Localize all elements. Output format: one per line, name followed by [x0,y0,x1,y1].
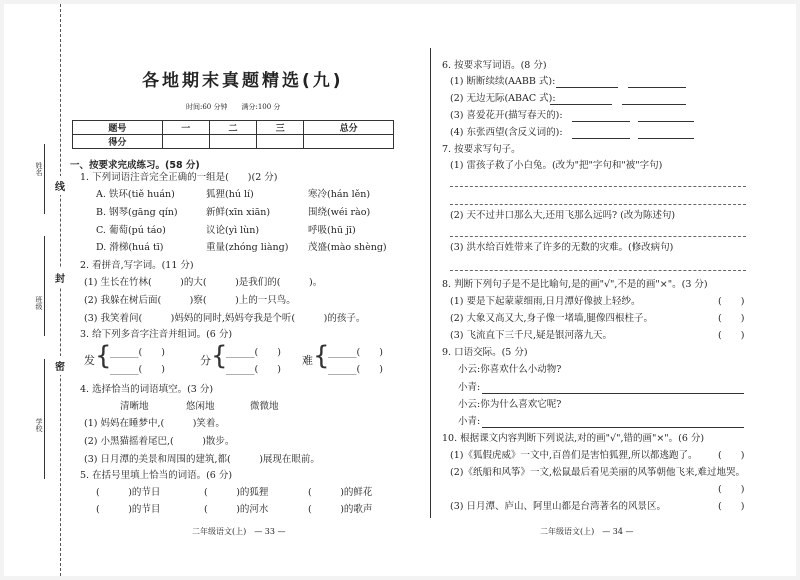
q8-answer-box[interactable]: ( ) [718,330,745,341]
q3-brace: { [95,341,112,371]
q4-word-1: 清晰地 [120,401,149,412]
q8-item-1: (1) 要是下起蒙蒙细雨,日月潭好像披上轻纱。 [450,296,641,307]
q6-blank[interactable] [638,121,694,122]
q9-answer-line[interactable] [482,427,744,428]
q6-blank[interactable] [638,138,694,139]
page-footer-33: 二年级语文(上) — 33 — [192,527,286,536]
q1-stem: 1. 下列词语注音完全正确的一组是( )(2 分) [80,172,278,183]
q5-item: ( )的节日 [96,487,161,498]
q1-option-b3: 围绕(wéi rào) [308,207,371,218]
q4-word-3: 微微地 [250,401,279,412]
q6-blank[interactable] [572,121,630,122]
q5-item: ( )的歌声 [308,504,373,515]
q7-answer-line[interactable] [450,186,746,187]
q2-line-3: (3) 我笑着问( )妈妈的同时,妈妈夸我是个听( )的孩子。 [84,313,366,324]
q4-line-3: (3) 日月潭的美景和周围的建筑,都( )展现在眼前。 [84,454,320,465]
school-write-line [44,359,45,479]
q3-brace: { [313,341,330,371]
q7-item-1: (1) 雷孩子救了小白兔。(改为"把"字句和"被"字句) [450,160,663,171]
q3-char-nan: 难 [302,354,313,367]
q10-item-2: (2)《纸船和风筝》一文,松鼠最后看见美丽的风筝朝他飞来,难过地哭。 [450,467,745,478]
q1-option-c1: C. 葡萄(pú táo) [96,225,166,236]
score-cell[interactable] [257,135,304,149]
q10-answer-box[interactable]: ( ) [718,484,745,495]
q3-fa-blank-1[interactable]: ______( ) [110,347,165,358]
score-table [72,120,394,149]
q3-stem: 3. 给下列多音字注音并组词。(6 分) [80,329,233,340]
q6-blank[interactable] [622,104,686,105]
name-write-line [44,144,45,214]
q6-item-1: (1) 断断续续(AABB 式): [450,76,556,87]
q8-answer-box[interactable]: ( ) [718,296,745,307]
q9-answer-line[interactable] [482,393,744,394]
q5-item: ( )的河水 [204,504,269,515]
q2-line-1: (1) 生长在竹林( )的大( )是我们的( )。 [84,277,323,288]
q8-item-2: (2) 大象又高又大,身子像一堵墙,腿像四根柱子。 [450,313,654,324]
q7-answer-line[interactable] [450,236,746,237]
q1-option-c2: 议论(yì lùn) [206,225,260,236]
fold-label-secret: 密 [55,356,65,375]
q1-option-a3: 寒冷(hán lěn) [308,189,371,200]
q10-item-3: (3) 日月潭、庐山、阿里山都是台湾著名的风景区。 [450,501,666,512]
q9-line-4: 小青: [458,416,481,427]
exam-meta: 时间:60 分钟 满分:100 分 [186,103,281,111]
exam-title: 各地期末真题精选(九) [142,71,344,91]
q7-item-3: (3) 洪水给百姓带来了许多的无数的灾难。(修改病句) [450,242,674,253]
q6-blank[interactable] [550,104,612,105]
q1-option-d2: 重量(zhóng liàng) [206,242,289,253]
side-label-name: 姓名 [35,162,43,176]
q3-fen-blank-2[interactable]: ______( ) [226,364,281,375]
q9-line-2: 小青: [458,382,481,393]
q6-blank[interactable] [572,138,630,139]
page-footer-34: 二年级语文(上) — 34 — [540,527,634,536]
score-cell[interactable] [209,135,256,149]
q6-blank[interactable] [556,87,618,88]
q7-answer-line[interactable] [450,204,746,205]
q9-line-3: 小云:你为什么喜欢它呢? [458,399,562,410]
score-header-cell: 二 [209,121,256,135]
q1-option-b2: 新鲜(xīn xiān) [206,207,271,218]
score-table-row [73,135,394,149]
q5-item: ( )的狐狸 [204,487,269,498]
fold-label-line: 线 [55,176,65,195]
q10-answer-box[interactable]: ( ) [718,450,745,461]
q10-stem: 10. 根据课文内容判断下列说法,对的画"√",错的画"×"。(6 分) [442,433,705,444]
q2-line-2: (2) 我躲在树后面( )察( )上的一只鸟。 [84,295,296,306]
exam-sheet [4,4,796,576]
q7-answer-line[interactable] [450,270,746,271]
q6-item-2: (2) 无边无际(ABAC 式): [450,93,556,104]
q1-option-b1: B. 钢琴(gāng qín) [96,207,178,218]
side-label-class: 班级 [35,296,43,310]
q5-item: ( )的节目 [96,504,161,515]
q1-option-a1: A. 铁环(tiě huán) [96,189,175,200]
q3-fa-blank-2[interactable]: ______( ) [110,364,165,375]
q3-char-fa: 发 [84,354,95,367]
q6-blank[interactable] [628,87,686,88]
q3-nan-blank-1[interactable]: ______( ) [328,347,383,358]
q7-item-2: (2) 天不过井口那么大,还用飞那么远吗? (改为陈述句) [450,210,676,221]
q1-option-d1: D. 滑梯(huá tī) [96,242,164,253]
q3-nan-blank-2[interactable]: ______( ) [328,364,383,375]
fold-label-seal: 封 [55,268,65,287]
q4-line-2: (2) 小黑猫摇着尾巴,( )散步。 [84,436,235,447]
score-header-cell: 一 [162,121,209,135]
q3-char-fen: 分 [200,354,211,367]
q2-stem: 2. 看拼音,写字词。(11 分) [80,260,194,271]
q10-answer-box[interactable]: ( ) [718,501,745,512]
score-row-label: 得分 [73,135,163,149]
q10-item-1: (1)《狐假虎威》一文中,百兽们是害怕狐狸,所以都逃跑了。 [450,450,698,461]
q5-item: ( )的鲜花 [308,487,373,498]
q7-stem: 7. 按要求写句子。 [442,144,521,155]
score-cell[interactable] [304,135,394,149]
q3-brace: { [211,341,228,371]
score-table-header-row [73,121,394,135]
q6-item-4: (4) 东张西望(含反义词的): [450,127,563,138]
q9-line-1: 小云:你喜欢什么小动物? [458,364,562,375]
q6-item-3: (3) 喜爱花开(描写春天的): [450,110,563,121]
q8-answer-box[interactable]: ( ) [718,313,745,324]
class-write-line [44,236,45,336]
q9-stem: 9. 口语交际。(5 分) [442,347,528,358]
q8-stem: 8. 判断下列句子是不是比喻句,是的画"√",不是的画"×"。(3 分) [442,279,708,290]
q6-stem: 6. 按要求写词语。(8 分) [442,60,547,71]
q1-option-d3: 茂盛(mào shèng) [308,242,387,253]
score-cell[interactable] [162,135,209,149]
page-divider [430,48,431,518]
q5-stem: 5. 在括号里填上恰当的词语。(6 分) [80,470,233,481]
score-header-cell: 三 [257,121,304,135]
q1-option-a2: 狐狸(hú lí) [206,189,254,200]
q3-fen-blank-1[interactable]: ______( ) [226,347,281,358]
score-header-cell: 总分 [304,121,394,135]
q8-item-3: (3) 飞流直下三千尺,疑是银河落九天。 [450,330,612,341]
score-header-cell: 题号 [73,121,163,135]
section-one-heading: 一、按要求完成练习。(58 分) [70,160,200,171]
q4-stem: 4. 选择恰当的词语填空。(3 分) [80,384,214,395]
binding-dashed-line [60,4,61,576]
side-label-school: 学校 [35,418,43,432]
q4-line-1: (1) 妈妈在睡梦中,( )笑着。 [84,418,225,429]
q4-word-2: 悠闲地 [186,401,215,412]
q1-option-c3: 呼吸(hū jī) [308,225,356,236]
